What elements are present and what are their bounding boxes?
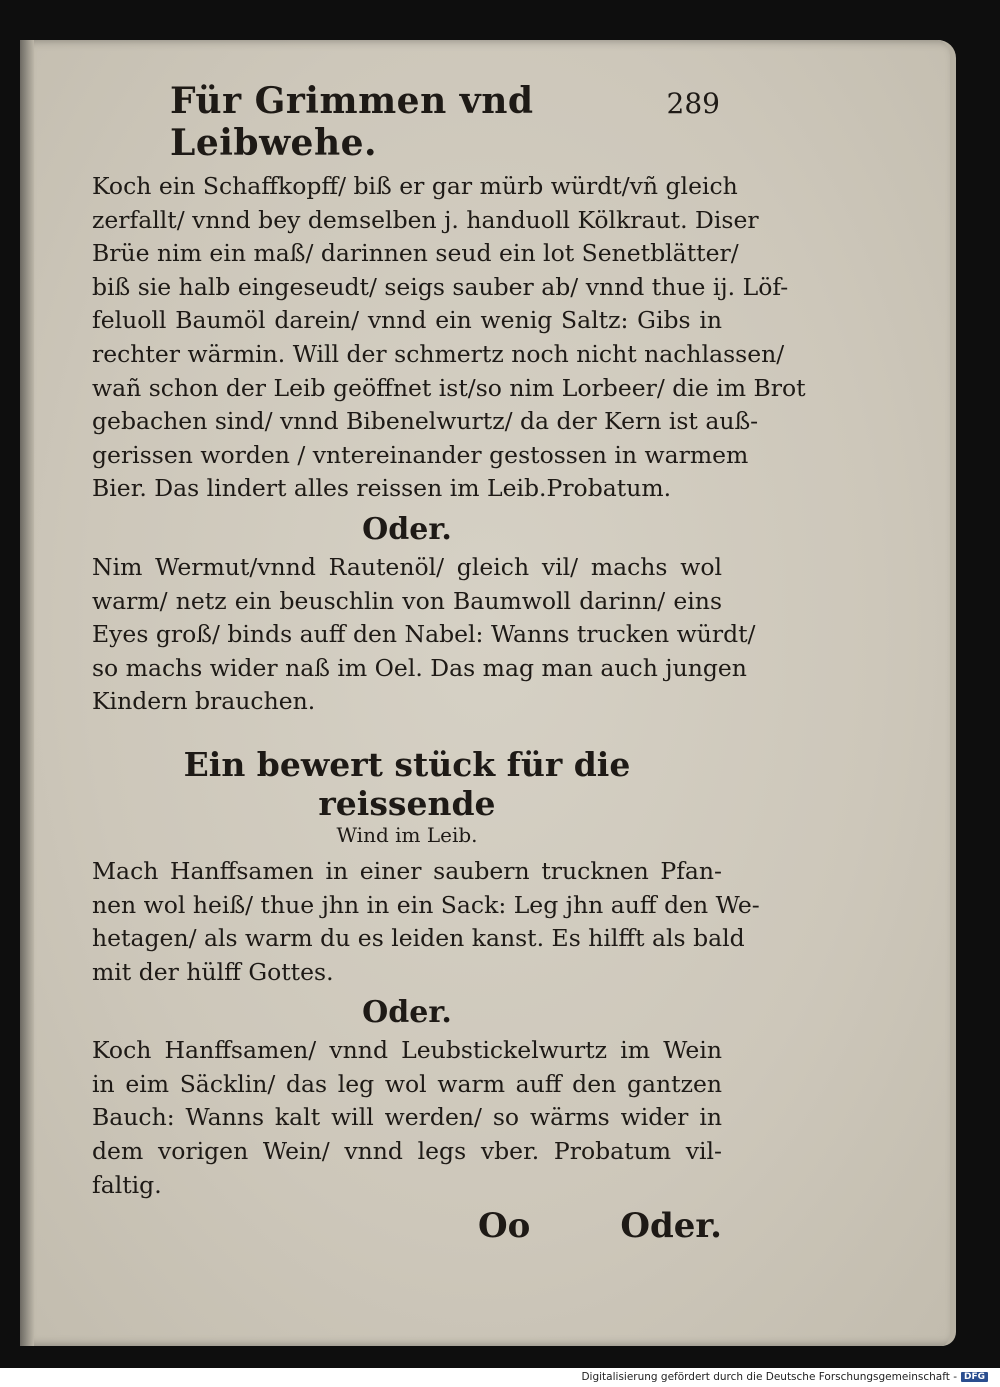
page-number: 289 xyxy=(666,87,720,120)
text-line: nen wol heiß/ thue jhn in ein Sack: Leg jhn auff den We- xyxy=(92,890,760,919)
text-line: Nim Wermut/vnnd Rautenöl/ gleich vil/ machs wol xyxy=(92,552,722,581)
text-line: warm/ netz ein beuschlin von Baumwoll darinn/ eins xyxy=(92,586,722,615)
text-line: hetagen/ als warm du es leiden kanst. Es hilfft als bald xyxy=(92,924,745,953)
heading-oder-1: Oder. xyxy=(362,511,452,547)
page-text-block xyxy=(92,80,806,1247)
text-line: wañ schon der Leib geöffnet ist/so nim Lorbeer/ die im Brot xyxy=(92,373,806,402)
text-line: biß sie halb eingeseudt/ seigs sauber ab/ vnnd thue ij. Löf- xyxy=(92,272,789,301)
text-line: Bauch: Wanns kalt will werden/ so wärms wider in xyxy=(92,1103,722,1132)
text-line: zerfallt/ vnnd bey demselben j. handuoll Kölkraut. Diser xyxy=(92,205,759,234)
text-line: Koch ein Schaffkopff/ biß er gar mürb würdt/vñ gleich xyxy=(92,172,738,200)
section-title: Ein bewert stück für die reissende xyxy=(183,744,631,823)
text-line: mit der hülff Gottes. xyxy=(92,957,334,986)
page-gutter xyxy=(20,40,34,1346)
book-page xyxy=(20,40,956,1346)
paragraph-1 xyxy=(92,170,806,506)
footer-text: Digitalisierung gefördert durch die Deutsche Forschungsgemeinschaft - xyxy=(581,1371,957,1383)
running-title: Für Grimmen vnd Leibwehe. xyxy=(170,80,534,164)
catchword-row xyxy=(92,1206,722,1246)
catchword: Oder. xyxy=(620,1206,722,1247)
text-line: Kindern brauchen. xyxy=(92,687,316,716)
section-subtitle: Wind im Leib. xyxy=(336,822,478,847)
paragraph-2 xyxy=(92,551,756,719)
text-line: dem vorigen Wein/ vnnd legs vber. Probatum vil- xyxy=(92,1137,722,1166)
paragraph-3 xyxy=(92,855,760,989)
text-line: Mach Hanffsamen in einer saubern trucknen Pfan- xyxy=(92,856,722,885)
heading-oder-2: Oder. xyxy=(362,995,452,1031)
text-line: faltig. xyxy=(92,1170,162,1199)
text-line: Eyes groß/ binds auff den Nabel: Wanns trucken würdt/ xyxy=(92,620,756,649)
dfg-logo-icon: DFG xyxy=(961,1372,988,1382)
text-line: in eim Säcklin/ das leg wol warm auff den gantzen xyxy=(92,1069,722,1098)
text-line: so machs wider naß im Oel. Das mag man auch jungen xyxy=(92,653,747,682)
text-line: Koch Hanffsamen/ vnnd Leubstickelwurtz im Wein xyxy=(92,1036,722,1065)
text-line: gebachen sind/ vnnd Bibenelwurtz/ da der Kern ist auß- xyxy=(92,407,759,436)
text-line: Bier. Das lindert alles reissen im Leib.Probatum. xyxy=(92,474,672,503)
text-line: Brüe nim ein maß/ darinnen seud ein lot Senetblätter/ xyxy=(92,239,739,268)
paragraph-4 xyxy=(92,1034,722,1202)
running-head xyxy=(92,80,722,164)
signature-mark: Oo xyxy=(478,1206,531,1247)
text-line: gerissen worden / vntereinander gestossen in warmem xyxy=(92,440,749,469)
text-line: rechter wärmin. Will der schmertz noch nicht nachlassen/ xyxy=(92,339,785,368)
digitization-footer xyxy=(581,1371,988,1383)
text-line: feluoll Baumöl darein/ vnnd ein wenig Saltz: Gibs in xyxy=(92,306,722,335)
